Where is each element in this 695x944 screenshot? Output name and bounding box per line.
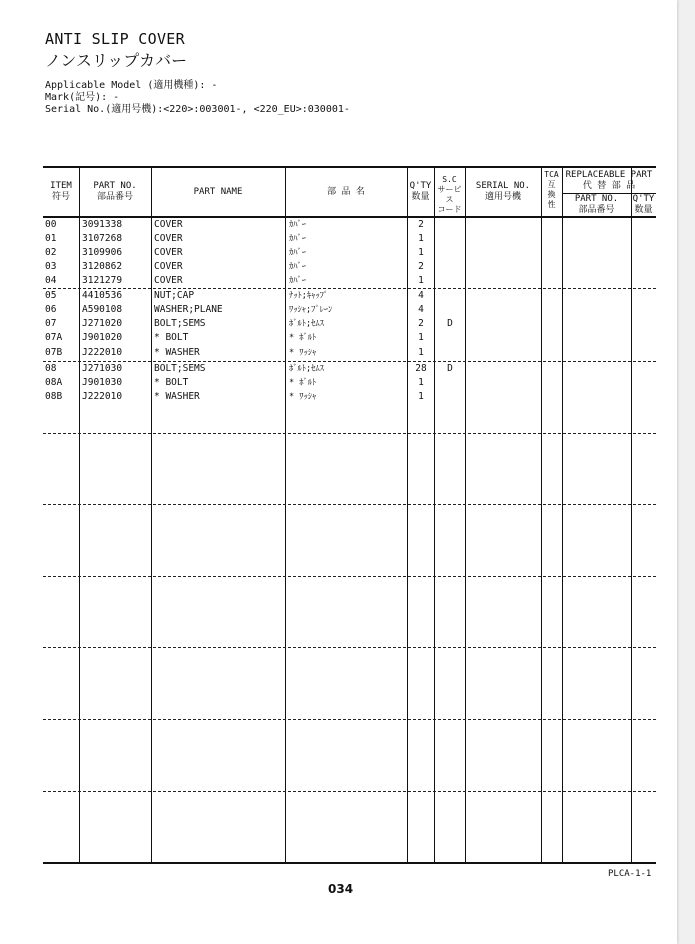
group-separator xyxy=(43,719,656,720)
table-row: 01 3107268 COVER ｶﾊﾞｰ 1 xyxy=(45,233,424,244)
page-title-jp: ノンスリップカバー xyxy=(45,51,188,70)
group-separator xyxy=(43,433,656,434)
hdr-item: ITEM 符号 xyxy=(50,181,72,202)
serial-no: Serial No.(適用号機):<220>:003001-, <220_EU>:030001- xyxy=(45,104,350,115)
table-row: 08A J901030 * BOLT * ﾎﾞﾙﾄ 1 xyxy=(45,377,424,388)
hdr-tca: TCA 互 換 性 xyxy=(544,170,559,209)
table-row: 08B J222010 * WASHER * ﾜｯｼｬ 1 xyxy=(45,391,424,402)
hdr-qty: Q'TY 数量 xyxy=(409,181,432,202)
group-separator xyxy=(43,647,656,648)
hdr-jp-name: 部 品 名 xyxy=(327,187,365,197)
table-row: 05 4410536 NUT;CAP ﾅｯﾄ;ｷｬｯﾌﾟ 4 xyxy=(45,290,424,301)
hdr-part-no: PART NO. 部品番号 xyxy=(93,181,137,202)
table-row: 04 3121279 COVER ｶﾊﾞｰ 1 xyxy=(45,275,424,286)
table-row: 03 3120862 COVER ｶﾊﾞｰ 2 xyxy=(45,261,424,272)
hdr-service-code: S.C サービス コード xyxy=(437,175,462,214)
mark: Mark(記号): - xyxy=(45,92,120,103)
hdr-part-name: PART NAME xyxy=(193,187,243,197)
hdr-rep-part-no: PART NO. 部品番号 xyxy=(574,194,619,215)
table-row: 07A J901020 * BOLT * ﾎﾞﾙﾄ 1 xyxy=(45,332,424,343)
hdr-replaceable: REPLACEABLE PART 代 替 部 品 xyxy=(565,170,653,191)
table-bottom-border xyxy=(43,862,656,864)
group-separator xyxy=(43,576,656,577)
page-title-en: ANTI SLIP COVER xyxy=(45,30,185,48)
table-row: 06 A590108 WASHER;PLANE ﾜｯｼｬ;ﾌﾟﾚｰﾝ 4 xyxy=(45,304,424,315)
table-top-border xyxy=(43,166,656,168)
table-row: 07 J271020 BOLT;SEMS ﾎﾞﾙﾄ;ｾﾑｽ 2 D xyxy=(45,318,453,329)
table-row: 00 3091338 COVER ｶﾊﾞｰ 2 xyxy=(45,219,424,230)
group-separator xyxy=(43,504,656,505)
hdr-serial: SERIAL NO. 適用号機 xyxy=(475,181,531,202)
table-row: 02 3109906 COVER ｶﾊﾞｰ 1 xyxy=(45,247,424,258)
page-number: 034 xyxy=(328,882,354,896)
hdr-rep-qty: Q'TY 数量 xyxy=(632,194,655,215)
catalog-code: PLCA-1-1 xyxy=(608,869,652,879)
group-separator xyxy=(43,791,656,792)
table-row: 07B J222010 * WASHER * ﾜｯｼｬ 1 xyxy=(45,347,424,358)
table-row: 08 J271030 BOLT;SEMS ﾎﾞﾙﾄ;ｾﾑｽ 28 D xyxy=(45,363,453,374)
applicable-model: Applicable Model (適用機種): - xyxy=(45,80,218,91)
parts-table xyxy=(43,166,656,864)
